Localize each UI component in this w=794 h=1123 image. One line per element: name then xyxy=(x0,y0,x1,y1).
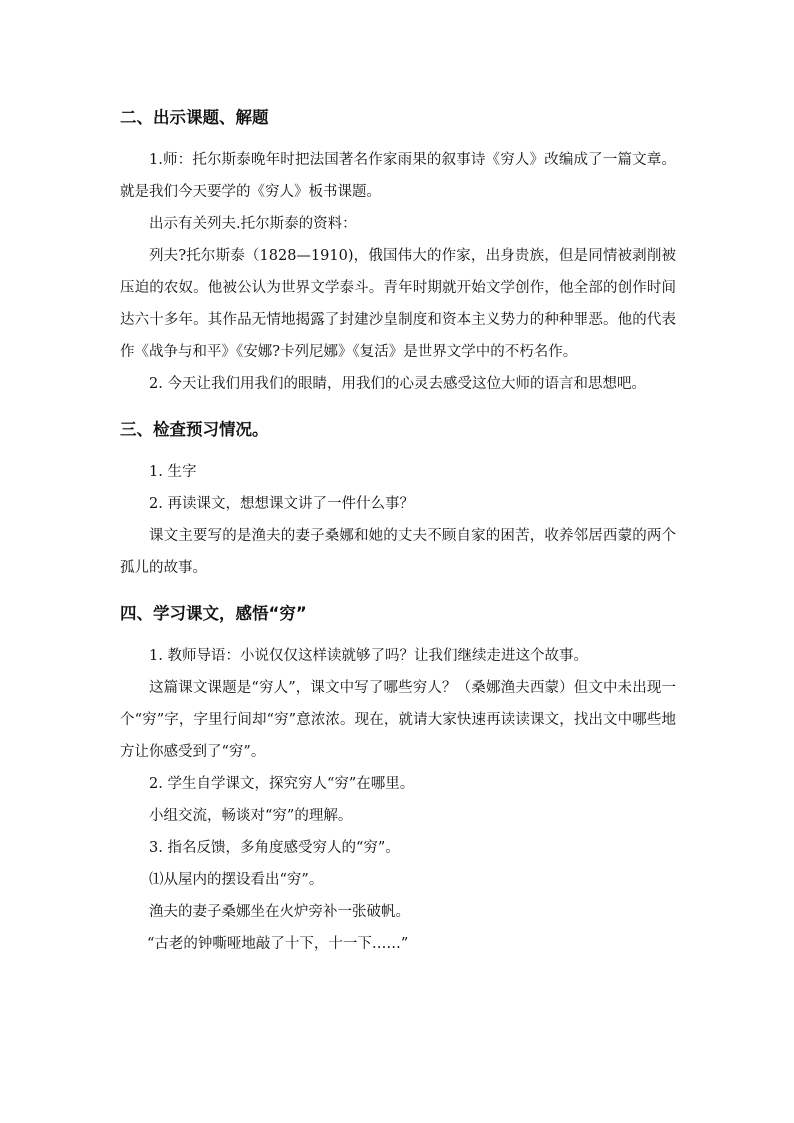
section-heading-3: 三、检查预习情况。 xyxy=(120,420,269,439)
paragraph: 2. 今天让我们用我们的眼睛，用我们的心灵去感受这位大师的语言和思想吧。 xyxy=(149,376,646,392)
paragraph: 1. 教师导语：小说仅仅这样读就够了吗？让我们继续走进这个故事。 xyxy=(149,648,588,664)
paragraph: 2. 学生自学课文，探究穷人“穷”在哪里。 xyxy=(149,776,415,792)
paragraph: 小组交流，畅谈对“穷”的理解。 xyxy=(149,808,353,824)
paragraph: 列夫?托尔斯泰（1828—1910)，俄国伟大的作家，出身贵族，但是同情被剥削被压迫的农奴。他被公认为世界文学泰斗。青年时期就开始文学创作，他全部的创作时间达六十多年。其作品无情地揭露了封建沙皇制度和资本主义势力的种种罪恶。他的代表作《战争与和平》《安娜?卡列尼娜》《复活》是世界文学中的不朽名作。 xyxy=(120,248,676,360)
document-body xyxy=(120,104,676,960)
paragraph: 3. 指名反馈，多角度感受穷人的“穷”。 xyxy=(149,840,400,856)
paragraph: 2. 再读课文，想想课文讲了一件什么事？ xyxy=(149,496,414,512)
paragraph: 课文主要写的是渔夫的妻子桑娜和她的丈夫不顾自家的困苦，收养邻居西蒙的两个孤儿的故事。 xyxy=(120,528,676,576)
paragraph: 出示有关列夫.托尔斯泰的资料： xyxy=(149,216,357,232)
paragraph: 渔夫的妻子桑娜坐在火炉旁补一张破帆。 xyxy=(149,904,410,920)
quoted-paragraph: “古老的钟嘶哑地敲了十下，十一下……” xyxy=(147,936,409,952)
paragraph: 1.师：托尔斯泰晚年时把法国著名作家雨果的叙事诗《穷人》改编成了一篇文章。就是我们今天要学的《穷人》板书课题。 xyxy=(120,152,676,200)
section-heading-4: 四、学习课文，感悟“穷” xyxy=(120,604,307,623)
paragraph: 1. 生字 xyxy=(149,464,197,480)
section-heading-2: 二、出示课题、解题 xyxy=(120,108,269,127)
paragraph: 这篇课文课题是“穷人”，课文中写了哪些穷人？（桑娜渔夫西蒙）但文中未出现一个“穷”字，字里行间却“穷”意浓浓。现在，就请大家快速再读读课文，找出文中哪些地方让你感受到了“穷”。 xyxy=(120,680,676,760)
paragraph: ⑴从屋内的摆设看出“穷”。 xyxy=(149,872,324,888)
